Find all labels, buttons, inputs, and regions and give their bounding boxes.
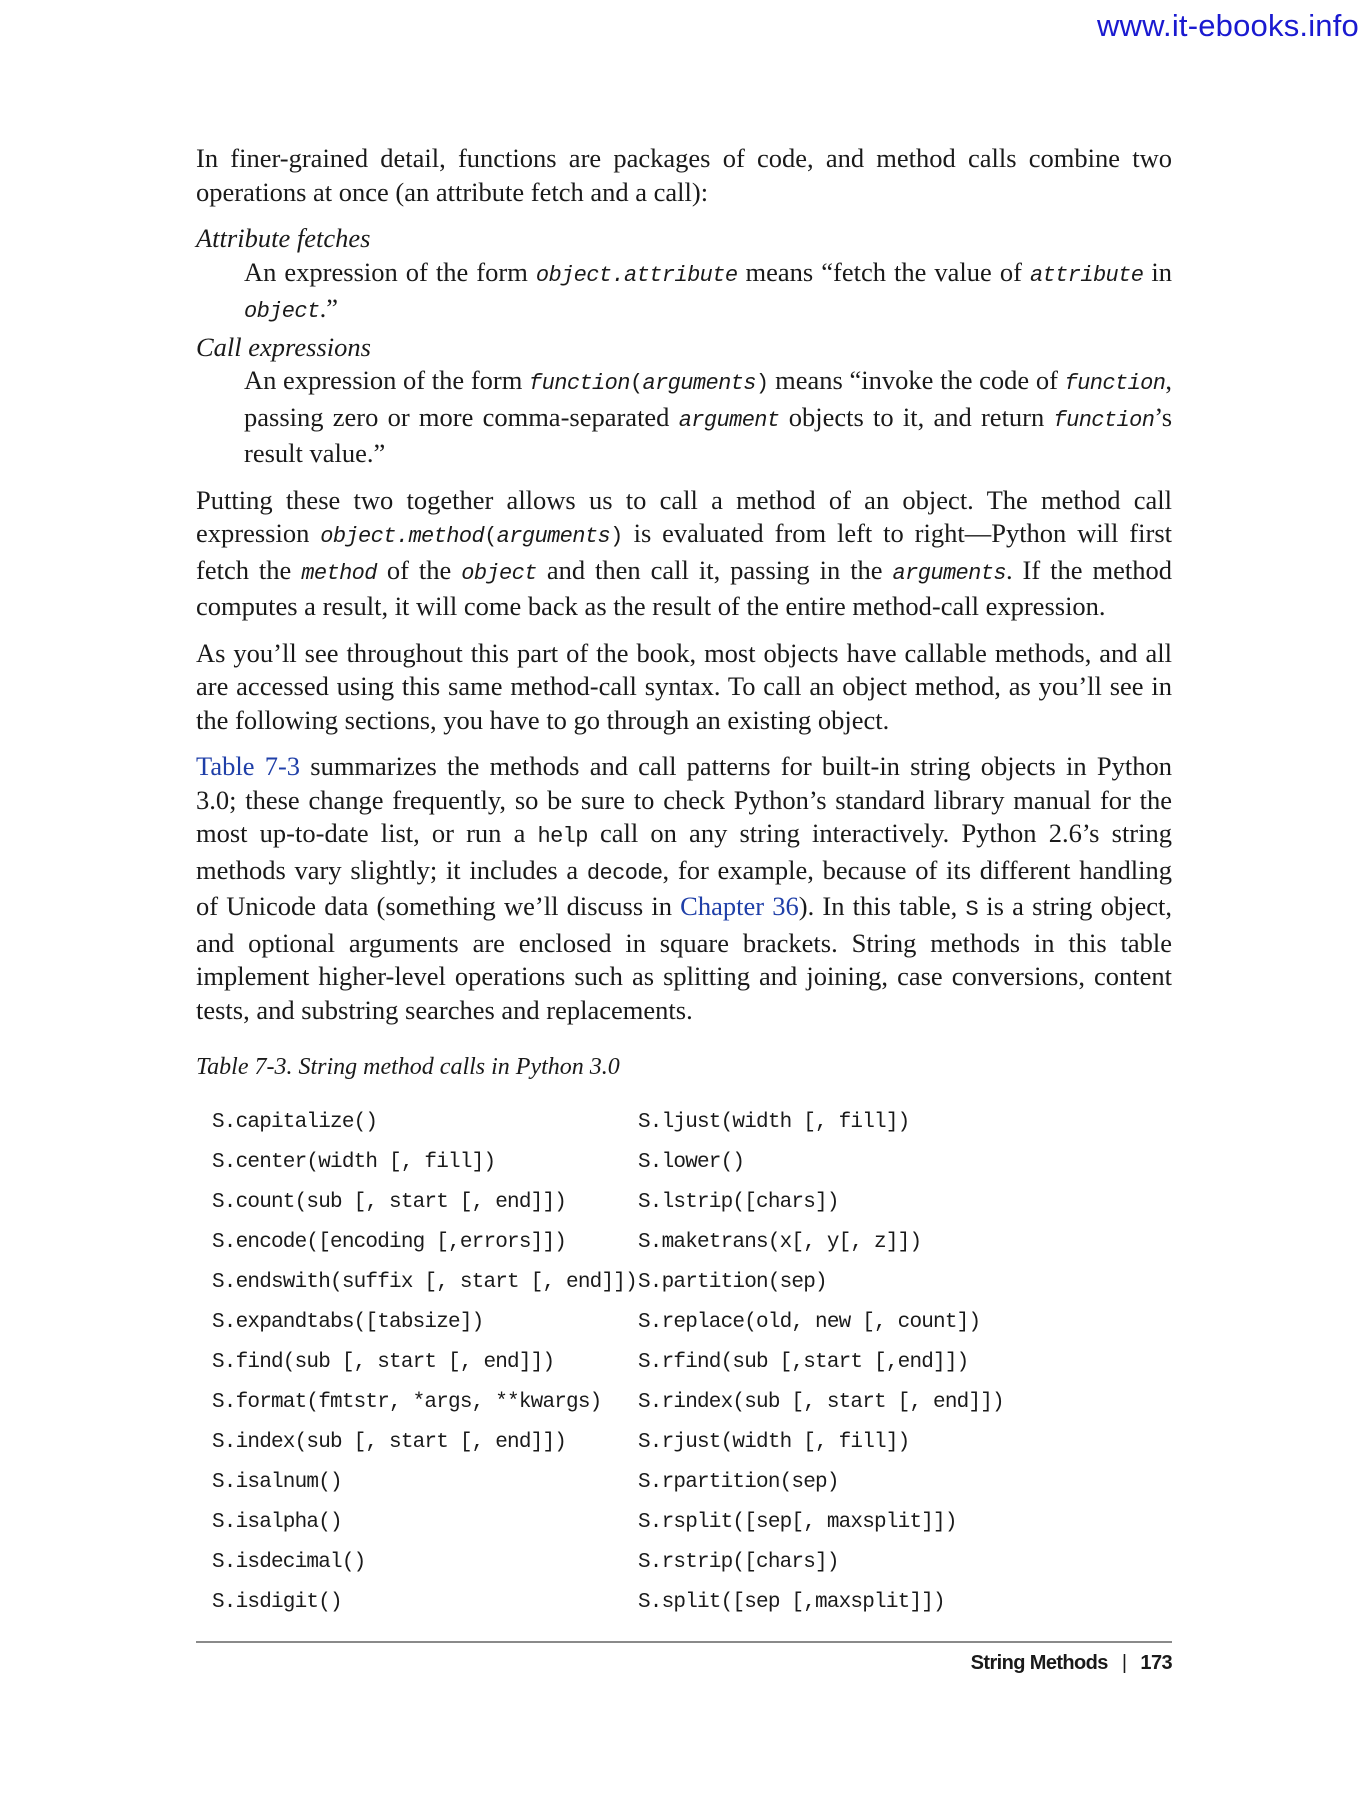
table-cell: S.expandtabs([tabsize]) [212,1310,484,1334]
inline-code: help [537,824,588,849]
inline-code: arguments [496,524,611,549]
text-run: , for example, because of its different handling of Unicode data (something we’ll discuss in [196,854,1172,921]
page-footer [971,1652,1172,1675]
table-cell: S.rstrip([chars]) [638,1550,839,1574]
summary-paragraph [196,750,1172,1027]
inline-code: ) [755,371,769,396]
text-run: . If the method computes a result, it will come back as the result of the entire method-call expression. [196,554,1172,621]
inline-code: ) [610,524,623,549]
text-run: Putting these two together allows us to call a method of an object. The method call expression [196,484,1172,548]
text-run: means “invoke the code of [768,365,1065,395]
text-run: of the [376,554,462,585]
inline-code: ( [484,524,497,549]
definition-term: Call expressions [196,331,371,362]
text-run: summarizes the methods and call patterns for built-in string objects in Python 3.0; these change frequently, so be sure to check Python’s standard library manual for the most up-to-date list, or run a [196,751,1172,848]
inline-code: function [1053,407,1155,433]
text-run: means “fetch the value of [737,256,1030,287]
table-cell: S.rjust(width [, fill]) [638,1430,910,1454]
text-run: in [1143,256,1173,287]
table-cell: S.isdigit() [212,1590,342,1614]
table-cell: S.ljust(width [, fill]) [638,1110,910,1134]
table-caption: Table 7-3. String method calls in Python 3.0 [196,1054,620,1080]
inline-code: attribute [1029,262,1144,288]
table-cell: S.isdecimal() [212,1550,366,1574]
footer-section-title: String Methods [970,1652,1108,1674]
table-cell: S.count(sub [, start [, end]]) [212,1190,567,1214]
inline-code: arguments [642,371,756,396]
inline-code: object [461,560,537,586]
text-run: An expression of the form [244,365,530,395]
definition-body [244,256,1172,329]
inline-code: argument [678,407,780,433]
table-cell: S.maketrans(x[, y[, z]]) [638,1230,922,1254]
intro-paragraph: In finer-grained detail, functions are packages of code, and method calls combine two operations at once (an attribute fetch and a call): [196,143,1172,207]
inline-code: function [529,371,630,396]
definition-body [244,364,1172,471]
text-run: and then call it, passing in the [536,554,893,585]
table-cell: S.replace(old, new [, count]) [638,1310,981,1334]
table-cell: S.encode([encoding [,errors]]) [212,1230,567,1254]
text-run: call on any string interactively. Python 2.6’s string methods vary slightly; it includes a [196,818,1172,885]
table-cell: S.rindex(sub [, start [, end]]) [638,1390,1004,1414]
text-run: ). In this table, [798,891,966,921]
inline-code: object [244,299,320,324]
definition-term: Attribute fetches [196,223,371,253]
inline-code: object.method [320,524,485,549]
table-cell: S.partition(sep) [638,1270,827,1294]
inline-code: decode [586,860,663,886]
inline-code: method [301,560,377,586]
string-methods-table [212,1103,1172,1623]
throughout-paragraph: As you’ll see throughout this part of the book, most objects have callable methods, and all are accessed using this same method-call syntax. To call an object method, as you’ll see in the following sections, you have to go through an existing object. [196,637,1172,735]
table-cell: S.rsplit([sep[, maxsplit]]) [638,1510,957,1534]
text-run: ’s result value.” [244,401,1173,468]
inline-code: ( [629,371,643,396]
inline-code: arguments [892,560,1006,586]
page-body [196,142,1172,1623]
table-cell: S.index(sub [, start [, end]]) [212,1430,567,1454]
inline-code: S [965,897,979,922]
table-cell: S.isalpha() [212,1510,342,1534]
table-cell: S.rfind(sub [,start [,end]]) [638,1350,969,1374]
table-7-3-link[interactable]: Table 7-3 [196,751,301,781]
inline-code: object.attribute [535,262,738,288]
footer-separator: | [1121,1652,1127,1674]
page-number: 173 [1140,1652,1172,1674]
text-run: is evaluated from left to right—Python will first fetch the [196,518,1172,585]
definition-attribute-fetches [196,222,1172,329]
table-cell: S.format(fmtstr, *args, **kwargs) [212,1390,602,1414]
watermark-link[interactable]: www.it-ebooks.info [1096,8,1359,43]
text-run: objects to it, and return [779,401,1054,432]
table-cell: S.endswith(suffix [, start [, end]]) [212,1270,637,1294]
table-cell: S.rpartition(sep) [638,1470,839,1494]
method-call-paragraph [196,484,1172,624]
footer-divider [196,1641,1172,1643]
table-cell: S.lstrip([chars]) [638,1190,839,1214]
table-cell: S.lower() [638,1150,745,1174]
table-cell: S.capitalize() [212,1110,378,1134]
table-cell: S.split([sep [,maxsplit]]) [638,1590,945,1614]
text-run: .” [319,293,339,323]
text-run: , passing zero or more comma-separated [244,365,1173,432]
chapter-36-link[interactable]: Chapter 36 [680,891,799,921]
table-cell: S.isalnum() [212,1470,342,1494]
text-run: An expression of the form [244,256,536,287]
inline-code: function [1064,371,1166,396]
definition-call-expressions [196,331,1172,471]
table-cell: S.find(sub [, start [, end]]) [212,1350,555,1374]
table-cell: S.center(width [, fill]) [212,1150,496,1174]
text-run: is a string object, and optional arguments are enclosed in square brackets. String methods in this table implement higher-level operations such as splitting and joining, case conversions, content tests, and substring searches and replacements. [196,891,1172,1025]
